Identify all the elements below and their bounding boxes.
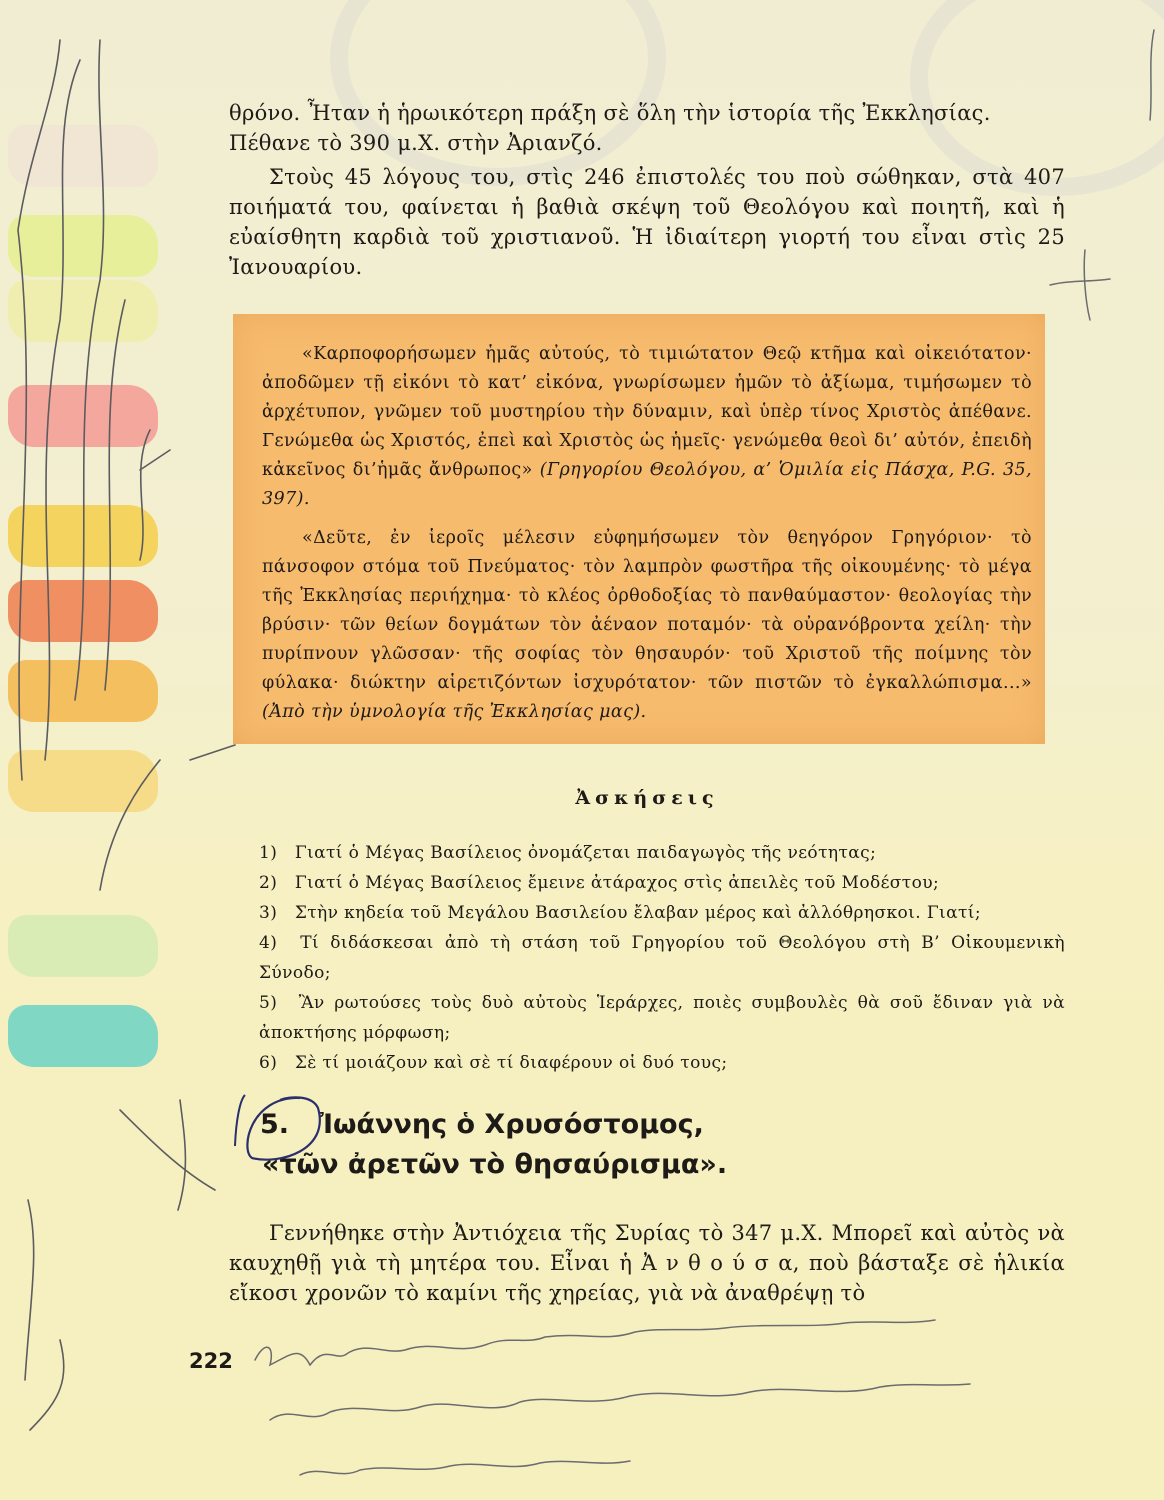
exercise-text: Γιατί ὁ Μέγας Βασίλειος ἔμεινε ἀτάραχος στὶς ἀπειλὲς τοῦ Μοδέστου; xyxy=(294,873,940,893)
exercise-number: 3) xyxy=(259,903,278,923)
intro-line-2: Πέθανε τὸ 390 μ.Χ. στὴν Ἀριανζό. xyxy=(229,131,603,155)
quote1-text: «Καρποφορήσωμεν ἡμᾶς αὐτούς, τὸ τιμιώτατον Θεῷ κτῆμα καὶ οἰκειότατον· ἀποδῶμεν τῇ εἰκόνι τὸ κατ’ εἰκόνα, γνωρίσωμεν ἡμῶν τὸ ἀξίωμα, τιμήσωμεν τὸ ἀρχέτυπον, γνῶμεν τοῦ μυστηρίου τὴν δύναμιν, καὶ ὑπὲρ τίνος Χριστὸς ἀπέθανε. Γενώμεθα ὡς Χριστός, ἐπεὶ καὶ Χριστὸς ὡς ἡμεῖς· γενώμεθα θεοὶ δι’ αὐτόν, ἐπειδὴ κἀκεῖνος δι’ἡμᾶς ἄνθρωπος» xyxy=(262,344,1032,480)
exercise-text: Γιατί ὁ Μέγας Βασίλειος ὀνομάζεται παιδαγωγὸς τῆς νεότητας; xyxy=(294,843,877,863)
quote2-citation: (Ἀπὸ τὴν ὑμνολογία τῆς Ἐκκλησίας μας). xyxy=(262,702,647,722)
page-number: 222 xyxy=(189,1349,233,1373)
exercise-number: 5) xyxy=(259,993,278,1013)
exercise-text: Σὲ τί μοιάζουν καὶ σὲ τί διαφέρουν οἱ δυό τους; xyxy=(294,1053,728,1073)
exercise-text: Τί διδάσκεσαι ἀπὸ τὴ στάση τοῦ Γρηγορίου τοῦ Θεολόγου στὴ Β’ Οἰκουμενικὴ Σύνοδο; xyxy=(259,933,1065,983)
intro-paragraph-2: Στοὺς 45 λόγους του, στὶς 246 ἐπιστολές του ποὺ σώθηκαν, στὰ 407 ποιήματά του, φαίνεται ἡ βαθιὰ σκέψη τοῦ Θεολόγου καὶ ποιητῆ, καὶ ἡ εὐαίσθητη καρδιὰ τοῦ χριστιανοῦ. Ἡ ἰδιαίτερη γιορτή του εἶναι στὶς 25 Ἰανουαρίου. xyxy=(229,165,1065,279)
exercise-text: Ἂν ρωτούσες τοὺς δυὸ αὐτοὺς Ἱεράρχες, ποιὲς συμβουλὲς θὰ σοῦ ἔδιναν γιὰ νὰ ἀποκτήσης μόρφωση; xyxy=(259,993,1065,1043)
chapter-title-line-2: «τῶν ἀρετῶν τὸ θησαύρισμα». xyxy=(262,1149,728,1180)
quote1-citation: (Γρηγορίου Θεολόγου, α’ Ὁμιλία εἰς Πάσχα, P.G. 35, 397). xyxy=(262,460,1032,509)
chapter-number: 5. xyxy=(260,1109,290,1140)
exercise-number: 1) xyxy=(259,843,278,863)
exercise-number: 4) xyxy=(259,933,278,953)
exercises-title: Ἀσκήσεις xyxy=(575,787,719,809)
closing-text: Γεννήθηκε στὴν Ἀντιόχεια τῆς Συρίας τὸ 347 μ.Χ. Μπορεῖ καὶ αὐτὸς νὰ καυχηθῇ γιὰ τὴ μητέρα του. Εἶναι ἡ Ἀ ν θ ο ύ σ α, ποὺ βάσταξε σὲ ἡλικία εἴκοσι χρονῶν τὸ καμίνι τῆς χηρείας, γιὰ νὰ ἀναθρέψῃ τὸ xyxy=(229,1221,1065,1305)
exercise-number: 6) xyxy=(259,1053,278,1073)
exercise-number: 2) xyxy=(259,873,278,893)
chapter-title-line-1: Ἰωάννης ὁ Χρυσόστομος, xyxy=(320,1109,704,1140)
exercise-text: Στὴν κηδεία τοῦ Μεγάλου Βασιλείου ἔλαβαν μέρος καὶ ἀλλόθρησκοι. Γιατί; xyxy=(294,903,981,923)
quote2-text: «Δεῦτε, ἐν ἱεροῖς μέλεσιν εὐφημήσωμεν τὸν θεηγόρον Γρηγόριον· τὸ πάνσοφον στόμα τοῦ Πνεύματος· τὸν λαμπρὸν φωστῆρα τῆς οἰκουμένης· τὸ μέγα τῆς Ἐκκλησίας περιήχημα· τὸ κλέος ὀρθοδοξίας τὸ πανθαύμαστον· θεολογίας τὴν βρύσιν· τῶν θείων δογμάτων τὸν ἀέναον ποταμόν· τὰ οὐρανόβροντα χείλη· τὴν πυρίπνουν γλῶσσαν· τῆς σοφίας τὸν θησαυρόν· τοῦ Χριστοῦ τῆς ποίμνης τὸν φύλακα· διώκτην αἱρετιζόντων ἰσχυρότατον· τῶν πιστῶν τὸ ἐγκαλλώπισμα...» xyxy=(262,528,1032,693)
intro-line-1: θρόνο. Ἦταν ἡ ἡρωικότερη πράξη σὲ ὅλη τὴν ἱστορία τῆς Ἐκκλησίας. xyxy=(229,101,991,125)
